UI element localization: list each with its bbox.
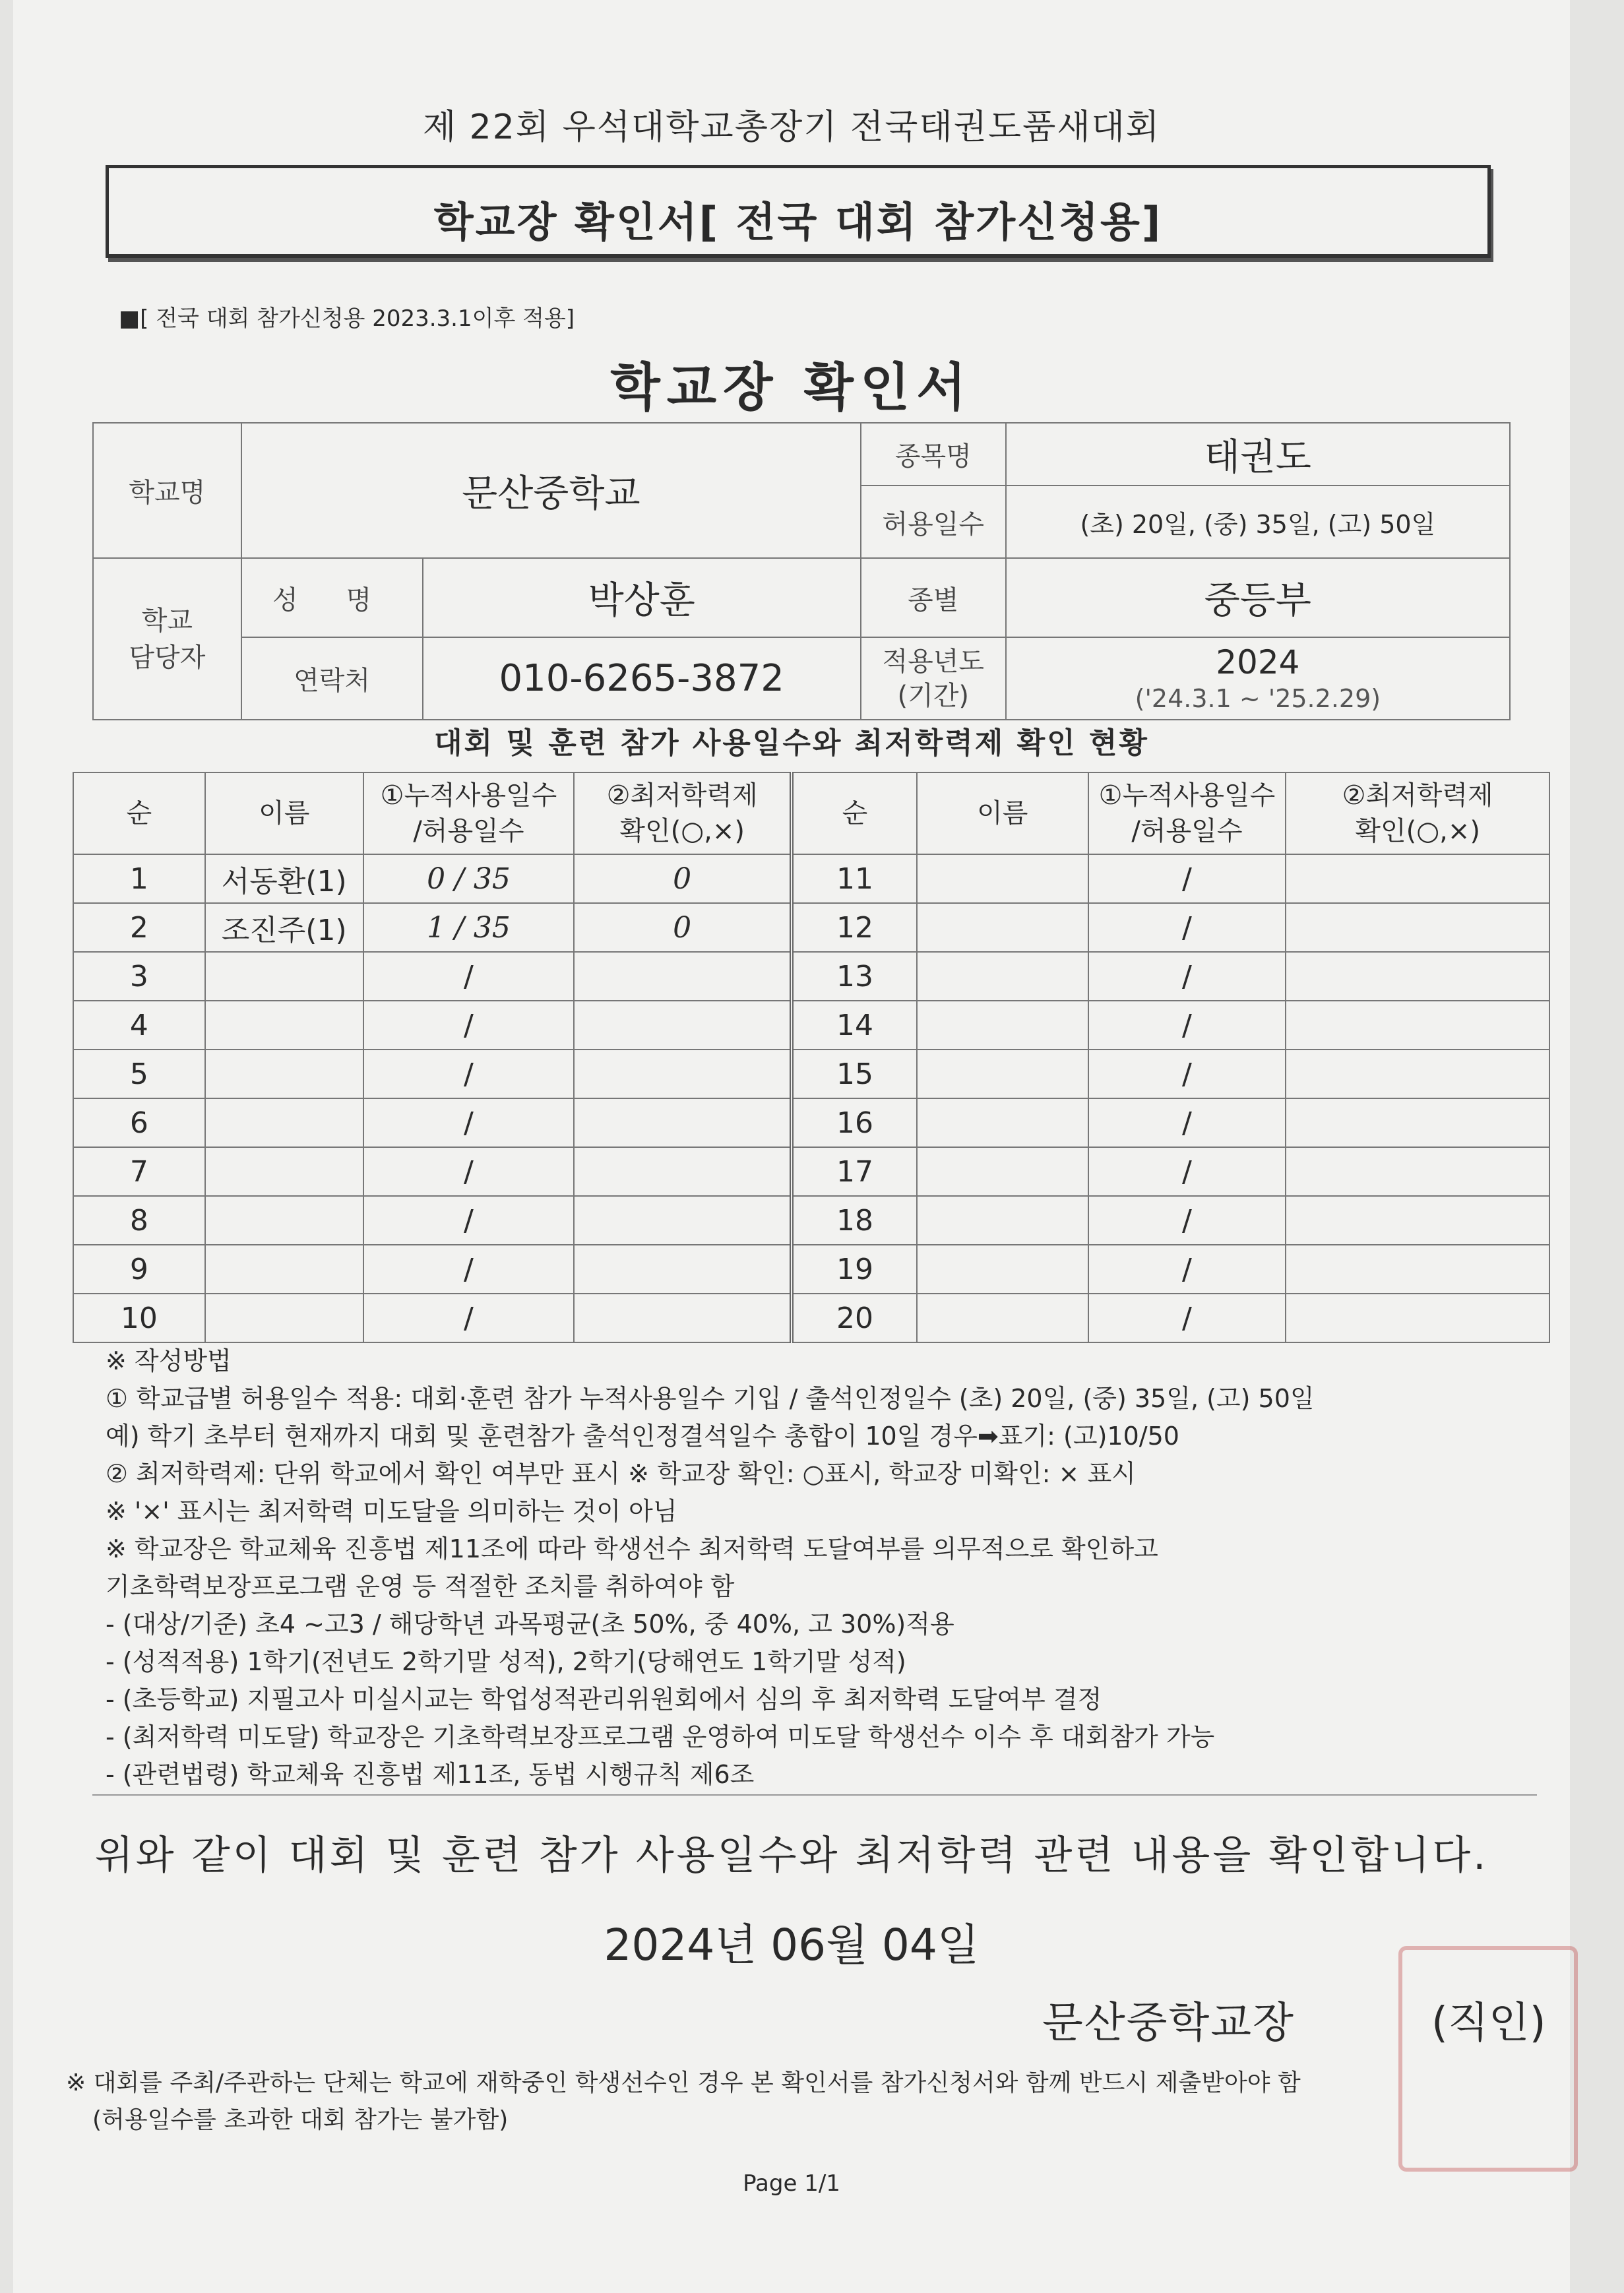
min-academic-mark <box>1286 854 1549 903</box>
used-days: / <box>1088 1294 1286 1342</box>
min-academic-mark <box>1286 952 1549 1001</box>
form-heading: 학교장 확인서 <box>610 358 973 418</box>
instruction-line: - (성적적용) 1학기(전년도 2학기말 성적), 2학기(당해연도 1학기말 성적) <box>106 1647 906 1676</box>
min-academic-mark <box>1286 903 1549 952</box>
used-days: / <box>1088 854 1286 903</box>
used-days: / <box>1088 1147 1286 1196</box>
used-days: / <box>363 1098 575 1147</box>
instruction-line: - (관련법령) 학교체육 진흥법 제11조, 동법 시행규칙 제6조 <box>106 1760 755 1789</box>
instruction-line: ② 최저학력제: 단위 학교에서 확인 여부만 표시 ※ 학교장 확인: ○표시, 학교장 미확인: × 표시 <box>106 1459 1136 1488</box>
manager-label: 학교 담당자 <box>93 558 241 720</box>
row-number: 15 <box>792 1050 917 1098</box>
row-number: 18 <box>792 1196 917 1245</box>
used-days: / <box>1088 952 1286 1001</box>
table-row <box>73 1245 1549 1294</box>
athlete-name <box>917 1098 1088 1147</box>
table-row <box>73 854 1549 903</box>
instruction-line: - (최저학력 미도달) 학교장은 기초학력보장프로그램 운영하여 미도달 학생선수 이수 후 대회참가 가능 <box>106 1722 1215 1751</box>
instruction-line: ※ 작성방법 <box>106 1346 232 1375</box>
col-min-left <box>574 772 792 854</box>
row-number: 5 <box>73 1050 205 1098</box>
usage-check-table <box>73 772 1550 1343</box>
min-academic-mark <box>574 1001 792 1050</box>
instructions <box>106 1342 1315 1794</box>
table-row <box>73 1001 1549 1050</box>
used-days: 1 / 35 <box>363 903 575 952</box>
table-row <box>73 952 1549 1001</box>
row-number: 17 <box>792 1147 917 1196</box>
name-value: 박상훈 <box>423 558 861 637</box>
allowed-days-value: (초) 20일, (중) 35일, (고) 50일 <box>1006 486 1510 558</box>
instruction-line: 기초학력보장프로그램 운영 등 적절한 조치를 취하여야 함 <box>106 1572 735 1601</box>
athlete-name <box>205 1001 363 1050</box>
col-min-right-line2: 확인(○,×) <box>1355 816 1480 846</box>
year-label-line2: (기간) <box>897 680 970 711</box>
year-cell <box>1006 637 1510 720</box>
athlete-name <box>917 1050 1088 1098</box>
instruction-line: ① 학교급별 허용일수 적용: 대회·훈련 참가 누적사용일수 기입 / 출석인정일수 (초) 20일, (중) 35일, (고) 50일 <box>106 1384 1315 1413</box>
used-days: / <box>1088 903 1286 952</box>
table-row <box>73 1098 1549 1147</box>
athlete-name <box>205 1050 363 1098</box>
athlete-name <box>917 903 1088 952</box>
row-number: 2 <box>73 903 205 952</box>
row-number: 10 <box>73 1294 205 1342</box>
used-days: / <box>363 1050 575 1098</box>
school-label: 학교명 <box>93 423 241 558</box>
min-academic-mark <box>1286 1294 1549 1342</box>
athlete-name: 조진주(1) <box>205 903 363 952</box>
footer-note-line2: (허용일수를 초과한 대회 참가는 불가함) <box>92 2106 509 2133</box>
col-name-left: 이름 <box>205 772 363 854</box>
contact-value: 010-6265-3872 <box>423 637 861 720</box>
athlete-name <box>917 952 1088 1001</box>
used-days: / <box>363 1001 575 1050</box>
row-number: 3 <box>73 952 205 1001</box>
row-number: 9 <box>73 1245 205 1294</box>
athlete-name <box>917 1001 1088 1050</box>
athlete-name <box>917 854 1088 903</box>
row-number: 11 <box>792 854 917 903</box>
col-name-right: 이름 <box>917 772 1088 854</box>
seal-label: (직인) <box>1431 1999 1546 2048</box>
athlete-name <box>205 952 363 1001</box>
table-body <box>73 854 1549 1342</box>
athlete-name <box>205 1147 363 1196</box>
event-title: 제 22회 우석대학교총장기 전국태권도품새대회 <box>422 108 1161 147</box>
document-page <box>13 0 1570 2293</box>
page-number: Page 1/1 <box>743 2170 840 2197</box>
col-min-left-line2: 확인(○,×) <box>619 816 745 846</box>
min-academic-mark <box>574 952 792 1001</box>
col-days-left-line1: ①누적사용일수 <box>380 780 557 811</box>
sport-value: 태권도 <box>1006 423 1510 486</box>
check-heading: 대회 및 훈련 참가 사용일수와 최저학력제 확인 현황 <box>434 726 1149 760</box>
col-days-right <box>1088 772 1286 854</box>
col-days-right-line2: /허용일수 <box>1131 816 1243 846</box>
table-row <box>73 903 1549 952</box>
instruction-line: - (대상/기준) 초4 ~고3 / 해당학년 과목평균(초 50%, 중 40%, 고 30%)적용 <box>106 1610 954 1639</box>
athlete-name <box>205 1098 363 1147</box>
instruction-line: - (초등학교) 지필고사 미실시교는 학업성적관리위원회에서 심의 후 최저학력 도달여부 결정 <box>106 1685 1102 1714</box>
footer-note <box>66 2065 1301 2139</box>
used-days: / <box>1088 1050 1286 1098</box>
col-min-right <box>1286 772 1549 854</box>
row-number: 1 <box>73 854 205 903</box>
table-row <box>73 1196 1549 1245</box>
row-number: 12 <box>792 903 917 952</box>
used-days: / <box>363 1147 575 1196</box>
min-academic-mark <box>574 1196 792 1245</box>
sport-label: 종목명 <box>861 423 1006 486</box>
table-row <box>73 1147 1549 1196</box>
used-days: / <box>1088 1098 1286 1147</box>
col-days-left-line2: /허용일수 <box>413 816 524 846</box>
row-number: 13 <box>792 952 917 1001</box>
athlete-name <box>917 1147 1088 1196</box>
year-value: 2024 <box>1216 643 1300 681</box>
school-value: 문산중학교 <box>241 423 861 558</box>
min-academic-mark <box>1286 1245 1549 1294</box>
row-number: 20 <box>792 1294 917 1342</box>
table-row <box>73 1294 1549 1342</box>
min-academic-mark <box>1286 1147 1549 1196</box>
col-days-left <box>363 772 575 854</box>
col-days-right-line1: ①누적사용일수 <box>1098 780 1276 811</box>
title-box <box>106 165 1491 258</box>
min-academic-mark <box>1286 1098 1549 1147</box>
used-days: / <box>363 952 575 1001</box>
used-days: 0 / 35 <box>363 854 575 903</box>
col-min-left-line1: ②최저학력제 <box>606 780 758 811</box>
table-header-row <box>73 772 1549 854</box>
athlete-name: 서동환(1) <box>205 854 363 903</box>
min-academic-mark <box>1286 1001 1549 1050</box>
info-table <box>92 422 1511 720</box>
notice-tag: ■[ 전국 대회 참가신청용 2023.3.1이후 적용] <box>119 305 575 332</box>
athlete-name <box>917 1245 1088 1294</box>
athlete-name <box>205 1294 363 1342</box>
title-box-text: 학교장 확인서[ 전국 대회 참가신청용] <box>433 198 1163 246</box>
used-days: / <box>363 1245 575 1294</box>
row-number: 7 <box>73 1147 205 1196</box>
table-row <box>73 1050 1549 1098</box>
used-days: / <box>363 1196 575 1245</box>
min-academic-mark <box>574 1098 792 1147</box>
col-no-left: 순 <box>73 772 205 854</box>
category-value: 중등부 <box>1006 558 1510 637</box>
row-number: 19 <box>792 1245 917 1294</box>
min-academic-mark <box>574 1245 792 1294</box>
min-academic-mark <box>1286 1196 1549 1245</box>
footer-note-line1: ※ 대회를 주최/주관하는 단체는 학교에 재학중인 학생선수인 경우 본 확인서를 참가신청서와 함께 반드시 제출받아야 함 <box>66 2069 1301 2096</box>
issue-date: 2024년 06월 04일 <box>604 1920 980 1970</box>
athlete-name <box>917 1196 1088 1245</box>
min-academic-mark: 0 <box>574 854 792 903</box>
instruction-line: 예) 학기 초부터 현재까지 대회 및 훈련참가 출석인정결석일수 총합이 10일 경우➡표기: (고)10/50 <box>106 1422 1179 1451</box>
min-academic-mark <box>574 1294 792 1342</box>
instruction-line: ※ '×' 표시는 최저학력 미도달을 의미하는 것이 아님 <box>106 1497 677 1526</box>
athlete-name <box>205 1196 363 1245</box>
row-number: 8 <box>73 1196 205 1245</box>
used-days: / <box>1088 1196 1286 1245</box>
allowed-days-label: 허용일수 <box>861 486 1006 558</box>
seal-stamp-icon <box>1398 1946 1578 2172</box>
row-number: 4 <box>73 1001 205 1050</box>
divider-line <box>92 1794 1537 1796</box>
category-label: 종별 <box>861 558 1006 637</box>
used-days: / <box>1088 1001 1286 1050</box>
year-label-line1: 적용년도 <box>882 646 985 677</box>
min-academic-mark <box>574 1050 792 1098</box>
row-number: 6 <box>73 1098 205 1147</box>
athlete-name <box>917 1294 1088 1342</box>
contact-label: 연락처 <box>241 637 423 720</box>
athlete-name <box>205 1245 363 1294</box>
row-number: 14 <box>792 1001 917 1050</box>
period-value: ('24.3.1 ~ '25.2.29) <box>1135 683 1381 713</box>
used-days: / <box>363 1294 575 1342</box>
col-min-right-line1: ②최저학력제 <box>1342 780 1493 811</box>
min-academic-mark <box>1286 1050 1549 1098</box>
used-days: / <box>1088 1245 1286 1294</box>
min-academic-mark <box>574 1147 792 1196</box>
col-no-right: 순 <box>792 772 917 854</box>
year-label <box>861 637 1006 720</box>
min-academic-mark: 0 <box>574 903 792 952</box>
name-label: 성 명 <box>241 558 423 637</box>
row-number: 16 <box>792 1098 917 1147</box>
instruction-line: ※ 학교장은 학교체육 진흥법 제11조에 따라 학생선수 최저학력 도달여부를 의무적으로 확인하고 <box>106 1534 1158 1563</box>
principal-name: 문산중학교장 <box>1042 1999 1295 2048</box>
confirm-statement: 위와 같이 대회 및 훈련 참가 사용일수와 최저학력 관련 내용을 확인합니다. <box>94 1833 1489 1879</box>
